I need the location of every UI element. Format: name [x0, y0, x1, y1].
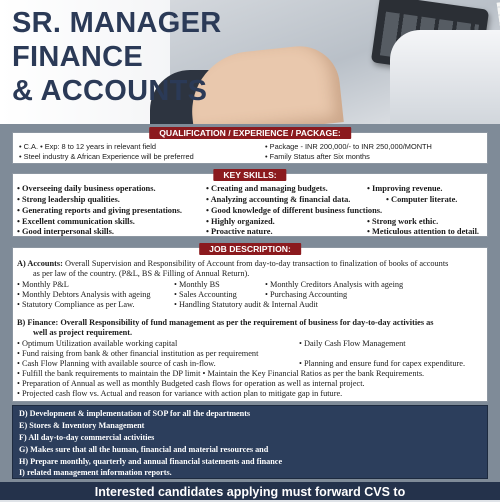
skill-item: • Generating reports and giving presentations.: [17, 206, 183, 215]
finance-item: • Cash Flow Planning with available source of cash in-flow.: [17, 359, 216, 368]
responsibility-item: G) Makes sure that all the human, financial and material resources and: [19, 445, 269, 454]
key-skills-heading: KEY SKILLS:: [213, 169, 286, 181]
skill-item: • Analyzing accounting & financial data.: [206, 195, 351, 204]
job-title-line-3: & ACCOUNTS: [12, 75, 208, 107]
accounts-paragraph: [17, 259, 448, 269]
accounts-text-2: as per law of the country. (P&L, BS & Filling of Annual Return).: [33, 269, 250, 278]
job-description-heading: JOB DESCRIPTION:: [199, 243, 301, 255]
responsibilities-list: [12, 405, 488, 479]
skill-item: • Good knowledge of different business functions.: [206, 206, 383, 215]
accounts-item: • Monthly P&L: [17, 280, 69, 289]
qualification-item: • Steel industry & African Experience will be preferred: [19, 152, 194, 161]
skill-item: • Overseeing daily business operations.: [17, 184, 156, 193]
responsibility-item: I) related management information reports.: [19, 468, 172, 477]
responsibility-item: H) Prepare monthly, quarterly and annual financial statements and finance: [19, 457, 283, 466]
finance-title-2: well as project requirement.: [33, 328, 133, 337]
skill-item: • Meticulous attention to detail.: [367, 227, 480, 236]
qualification-item: • C.A. • Exp: 8 to 12 years in relevant field: [19, 142, 157, 151]
accounts-title: A) Accounts:: [17, 259, 63, 268]
skill-item: • Computer literate.: [386, 195, 458, 204]
accounts-item: • Monthly BS: [174, 280, 220, 289]
accounts-item: • Monthly Creditors Analysis with ageing: [265, 280, 404, 289]
qualification-heading: QUALIFICATION / EXPERIENCE / PACKAGE:: [149, 127, 351, 139]
key-skills-section: [12, 170, 488, 237]
responsibility-item: D) Development & implementation of SOP for all the departments: [19, 409, 251, 418]
accounts-item: • Monthly Debtors Analysis with ageing: [17, 290, 151, 299]
finance-item: • Daily Cash Flow Management: [299, 339, 406, 348]
job-title: [12, 6, 222, 108]
finance-item: • Preparation of Annual as well as monthly Budgeted cash flows for operation as well as internal project.: [17, 379, 365, 388]
apply-instructions: Interested candidates applying must forward CVS to: [0, 482, 500, 500]
finance-item: • Projected cash flow vs. Actual and reason for variance with action plan to mitigate gap in future.: [17, 389, 343, 398]
job-description-section: [12, 244, 488, 402]
accounts-item: • Sales Accounting: [174, 290, 237, 299]
header-banner: [0, 0, 500, 124]
finance-item: • Fulfill the bank requirements to maintain the DP limit • Maintain the Key Financial Ratios as per the bank Requirements.: [17, 369, 425, 378]
accounts-item: • Statutory Compliance as per Law.: [17, 300, 135, 309]
skill-item: • Proactive nature.: [206, 227, 273, 236]
accounts-item: • Purchasing Accounting: [265, 290, 348, 299]
responsibility-item: E) Stores & Inventory Management: [19, 421, 145, 430]
job-title-line-2: FINANCE: [12, 41, 143, 73]
finance-title-1: B) Finance: Overall Responsibility of fund management as per the requirement of business for day-to-day activities as: [17, 318, 434, 327]
skill-item: • Excellent communication skills.: [17, 217, 135, 226]
skill-item: • Improving revenue.: [367, 184, 443, 193]
accounts-text-1: Overall Supervision and Responsibility of Account from day-to-day transaction to finalization of books of accounts: [64, 259, 449, 268]
responsibility-item: F) All day-to-day commercial activities: [19, 433, 155, 442]
skill-item: • Highly organized.: [206, 217, 275, 226]
qualification-section: [12, 128, 488, 164]
skill-item: • Good interpersonal skills.: [17, 227, 114, 236]
accounts-item: • Handling Statutory audit & Internal Audit: [174, 300, 318, 309]
finance-item: • Planning and ensure fund for capex expenditure.: [299, 359, 466, 368]
qualification-item: • Family Status after Six months: [265, 152, 370, 161]
finance-item: • Optimum Utilization available working capital: [17, 339, 178, 348]
qualification-item: • Package - INR 200,000/- to INR 250,000/MONTH: [265, 142, 432, 151]
skill-item: • Strong leadership qualities.: [17, 195, 120, 204]
finance-item: • Fund raising from bank & other financial institution as per requirement: [17, 349, 259, 358]
job-title-line-1: SR. MANAGER: [12, 7, 222, 39]
shirt-sleeve-image: [390, 30, 500, 124]
skill-item: • Creating and managing budgets.: [206, 184, 328, 193]
skill-item: • Strong work ethic.: [367, 217, 439, 226]
